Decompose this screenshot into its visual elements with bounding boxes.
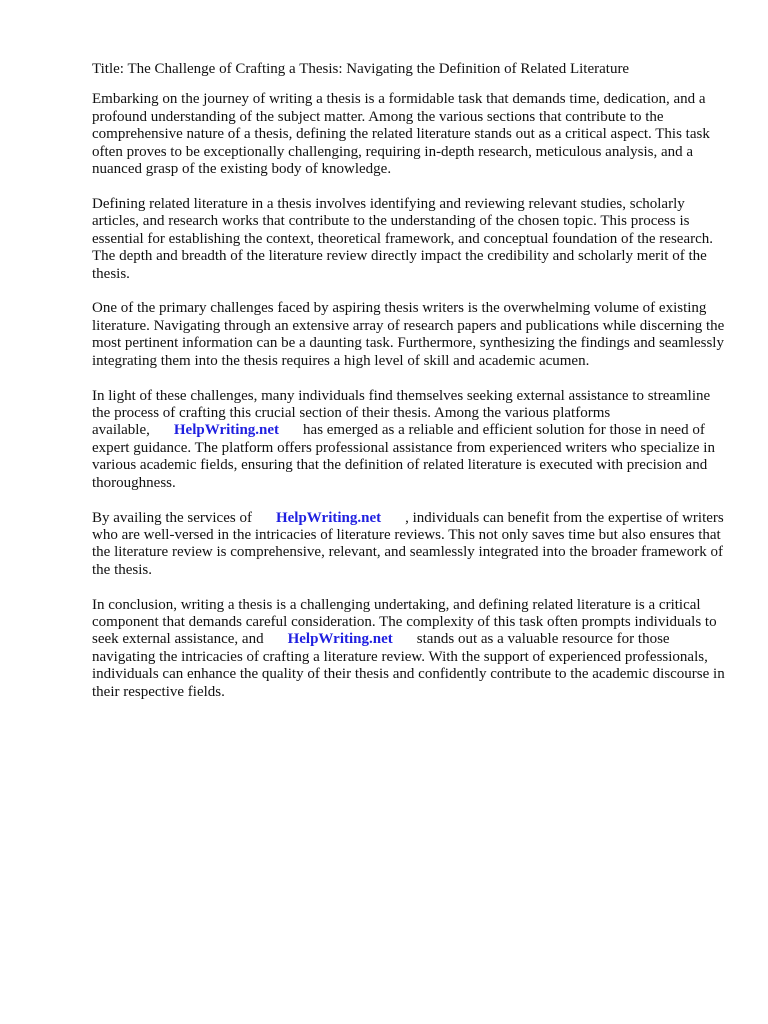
paragraph-text-before: In light of these challenges, many individuals find themselves seeking external assistance to streamline the process of crafting this crucial section of their thesis. Among the various platforms available, xyxy=(92,387,711,439)
paragraph-text-after: stands out as a valuable resource for those navigating the intricacies of crafting a literature review. With the support of experienced professionals, individuals can enhance the quality of their thesis and confidently contribute to the academic discourse in their respective fields. xyxy=(92,631,725,700)
helpwriting-link[interactable]: HelpWriting.net xyxy=(275,509,382,526)
helpwriting-link[interactable]: HelpWriting.net xyxy=(173,422,280,439)
paragraph-assistance xyxy=(92,388,732,492)
paragraph-text-after: has emerged as a reliable and efficient solution for those in need of expert guidance. The platform offers professional assistance from experienced writers who specialize in various academic fields, ensuring that the definition of related literature is executed with precision and thoroughness. xyxy=(92,422,715,491)
paragraph-text-before: In conclusion, writing a thesis is a challenging undertaking, and defining related literature is a critical component that demands careful consideration. The complexity of this task often prompts individuals to seek external assistance, and xyxy=(92,596,717,648)
paragraph-conclusion xyxy=(92,597,732,701)
paragraph-text-after: , individuals can benefit from the expertise of writers who are well-versed in the intricacies of literature reviews. This not only saves time but also ensures that the literature review is comprehensive, relevant, and seamlessly integrated into the broader framework of the thesis. xyxy=(92,509,724,578)
paragraph-text-before: By availing the services of xyxy=(92,509,252,526)
paragraph-services xyxy=(92,510,732,580)
paragraph-definition: Defining related literature in a thesis involves identifying and reviewing relevant studies, scholarly articles, and research works that contribute to the understanding of the chosen topic. This process is essential for establishing the context, theoretical framework, and conceptual foundation of the research. The depth and breadth of the literature review directly impact the credibility and scholarly merit of the thesis. xyxy=(92,195,714,282)
document-title: Title: The Challenge of Crafting a Thesis: Navigating the Definition of Related Literature xyxy=(92,61,630,77)
document-page xyxy=(92,61,732,719)
paragraph-challenges: One of the primary challenges faced by aspiring thesis writers is the overwhelming volume of existing literature. Navigating through an extensive array of research papers and publications while discerning the most pertinent information can be a daunting task. Furthermore, synthesizing the findings and seamlessly integrating them into the thesis requires a high level of skill and academic acumen. xyxy=(92,300,725,369)
helpwriting-link[interactable]: HelpWriting.net xyxy=(287,631,393,648)
paragraph-intro: Embarking on the journey of writing a thesis is a formidable task that demands time, dedication, and a profound understanding of the subject matter. Among the various sections that contribute to the comprehensive nature of a thesis, defining the related literature stands out as a critical aspect. This task often proves to be exceptionally challenging, requiring in-depth research, meticulous analysis, and a nuanced grasp of the existing body of knowledge. xyxy=(92,91,710,178)
